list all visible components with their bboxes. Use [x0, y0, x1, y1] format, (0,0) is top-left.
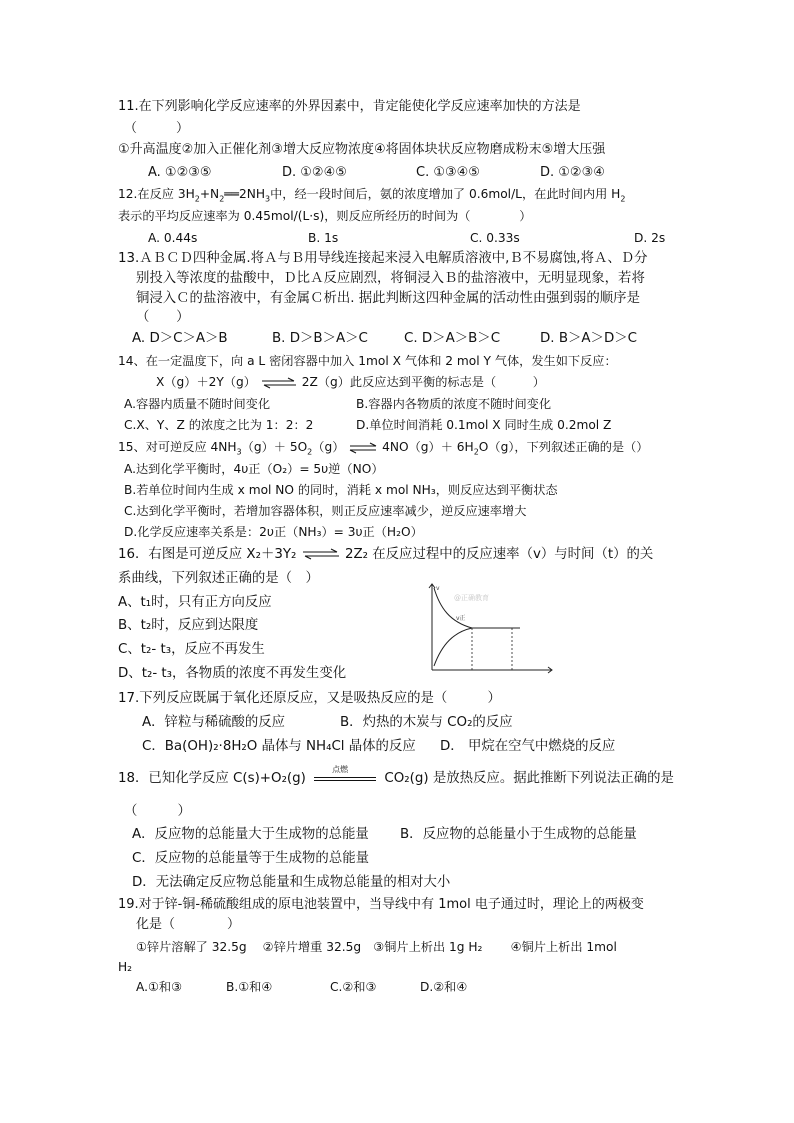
- q19-option-d: D.②和④: [420, 980, 468, 994]
- q12-option-d: D. 2s: [634, 231, 666, 245]
- q16-option-b: B、t₂时，反应到达限度: [118, 618, 259, 633]
- q12-option-a: A. 0.44s: [148, 231, 198, 245]
- q14-option-b: B.容器内各物质的浓度不随时间变化: [356, 397, 552, 411]
- q16-option-c: C、t₂- t₃，反应不再发生: [118, 642, 265, 657]
- q11-option-c: C. ①③④⑤: [416, 165, 480, 180]
- reversible-arrow-icon: [301, 548, 341, 560]
- q13-line3: 铜浸入Ｃ的盐溶液中，有金属Ｃ析出. 据此判断这四种金属的活动性由强到弱的顺序是: [136, 291, 640, 306]
- q14-equation: X（g）＋2Y（g） 2Z（g）此反应达到平衡的标志是（ ）: [156, 375, 545, 389]
- q11-factors: ①升高温度②加入正催化剂③增大反应物浓度④将固体块状反应物磨成粉末⑤增大压强: [118, 142, 606, 157]
- q13-option-b: B. D＞B＞A＞C: [272, 331, 368, 346]
- q11-option-b: D. ①②④⑤: [282, 165, 347, 180]
- q11-paren: （ ）: [124, 121, 190, 136]
- q15-option-a: A.达到化学平衡时，4υ正（O₂）= 5υ逆（NO）: [124, 462, 384, 476]
- q12-line2: 表示的平均反应速率为 0.45mol/(L·s)，则反应所经历的时间为（ ）: [118, 209, 532, 223]
- q12-option-b: B. 1s: [308, 231, 339, 245]
- q17-option-c: C．Ba(OH)₂·8H₂O 晶体与 NH₄Cl 晶体的反应: [142, 739, 416, 754]
- q16-line1: 16．右图是可逆反应 X₂＋3Y₂ 2Z₂ 在反应过程中的反应速率（v）与时间（t）的关: [118, 547, 654, 562]
- q15-option-c: C.达到化学平衡时，若增加容器体积，则正反应速率减少，逆反应速率增大: [124, 504, 527, 518]
- q15-line1: 15、对可逆反应 $4NH_3(g)+ 5O_2(g)$ $4NO(g)+ 6H_2O(g)$，下列叙述正确的是（）: [118, 440, 649, 457]
- q17-option-d: D． 甲烷在空气中燃烧的反应: [440, 739, 616, 754]
- q14-line1: 14、在一定温度下，向 a L 密闭容器中加入 1mol X 气体和 2 mol Y 气体，发生如下反应：: [118, 354, 617, 368]
- graph-label-vz: v正: [456, 615, 466, 622]
- q13-option-c: C. D＞A＞B＞C: [404, 331, 501, 346]
- q19-option-b: B.①和④: [226, 980, 273, 994]
- q19-line2: 化是（ ）: [136, 917, 241, 932]
- q19-items: ①锌片溶解了 32.5g ②锌片增重 32.5g ③铜片上析出 1g H₂ ④铜片上析出 1mol: [136, 940, 617, 954]
- q13-option-d: D. B＞A＞D＞C: [540, 331, 638, 346]
- q19-option-c: C.②和③: [330, 980, 377, 994]
- q18-option-d: D．无法确定反应物总能量和生成物总能量的相对大小: [132, 875, 451, 890]
- reversible-arrow-icon: [260, 377, 298, 389]
- q17-stem: 17.下列反应既属于氧化还原反应，又是吸热反应的是（ ）: [118, 691, 501, 706]
- q13-option-a: A. D＞C＞A＞B: [132, 331, 228, 346]
- q18-option-b: B．反应物的总能量小于生成物的总能量: [400, 827, 637, 842]
- q13-line2: 别投入等浓度的盐酸中，Ｄ比Ａ反应剧烈，将铜浸入Ｂ的盐溶液中，无明显现象，若将: [136, 271, 645, 286]
- graph-label-v: v: [436, 585, 440, 592]
- arrow-label: 点燃: [332, 765, 349, 774]
- q13-paren: （ ）: [136, 310, 190, 325]
- q14-option-d: D.单位时间消耗 0.1mol X 同时生成 0.2mol Z: [356, 418, 612, 432]
- rate-time-graph: [420, 578, 560, 678]
- q16-option-d: D、t₂- t₃，各物质的浓度不再发生变化: [118, 666, 347, 681]
- q19-items-cont: H₂: [118, 960, 133, 974]
- q11-option-a: A. ①②③⑤: [148, 165, 212, 180]
- q11-option-d: D. ①②③④: [540, 165, 605, 180]
- q13-line1: 13.ＡＢＣＤ四种金属.将Ａ与Ｂ用导线连接起来浸入电解质溶液中,Ｂ不易腐蚀,将Ａ、Ｄ分: [118, 251, 648, 266]
- q16-option-a: A、t₁时，只有正方向反应: [118, 595, 272, 610]
- q17-option-a: A．锌粒与稀硫酸的反应: [142, 715, 286, 730]
- q12-option-c: C. 0.33s: [470, 231, 520, 245]
- ignite-arrow: [310, 765, 380, 788]
- q15-option-d: D.化学反应速率关系是：2υ正（NH₃）= 3υ正（H₂O）: [124, 525, 423, 539]
- q17-option-b: B．灼热的木炭与 CO₂的反应: [340, 715, 513, 730]
- q19-line1: 19.对于锌-铜-稀硫酸组成的原电池装置中，当导线中有 1mol 电子通过时，理论上的两极变: [118, 897, 644, 912]
- q18-paren: （ ）: [124, 804, 191, 819]
- q16-line2: 系曲线，下列叙述正确的是（ ）: [118, 571, 319, 586]
- q11-stem: 11.在下列影响化学反应速率的外界因素中，肯定能使化学反应速率加快的方法是: [118, 99, 581, 114]
- q18-option-c: C．反应物的总能量等于生成物的总能量: [132, 851, 369, 866]
- reversible-arrow-icon: [348, 442, 378, 454]
- q18-option-a: A．反应物的总能量大于生成物的总能量: [132, 827, 369, 842]
- watermark: @正确教育: [454, 594, 489, 602]
- reverse-rate-curve: [434, 628, 472, 666]
- q18-stem: 18．已知化学反应 C(s)+O₂(g) 点燃 CO₂(g) 是放热反应。据此推断下列说法正确的是: [118, 770, 674, 788]
- q19-option-a: A.①和③: [136, 980, 183, 994]
- q15-option-b: B.若单位时间内生成 x mol NO 的同时，消耗 x mol NH₃，则反应达到平衡状态: [124, 483, 558, 497]
- q14-option-c: C.X、Y、Z 的浓度之比为 1：2：2: [124, 418, 314, 432]
- q14-option-a: A.容器内质量不随时间变化: [124, 397, 271, 411]
- q12-line1: 12.在反应 $3H_2+N_2══2NH_3$中，经一段时间后，氨的浓度增加了 0.6mol/L，在此时间内用 $H_2$: [118, 187, 626, 204]
